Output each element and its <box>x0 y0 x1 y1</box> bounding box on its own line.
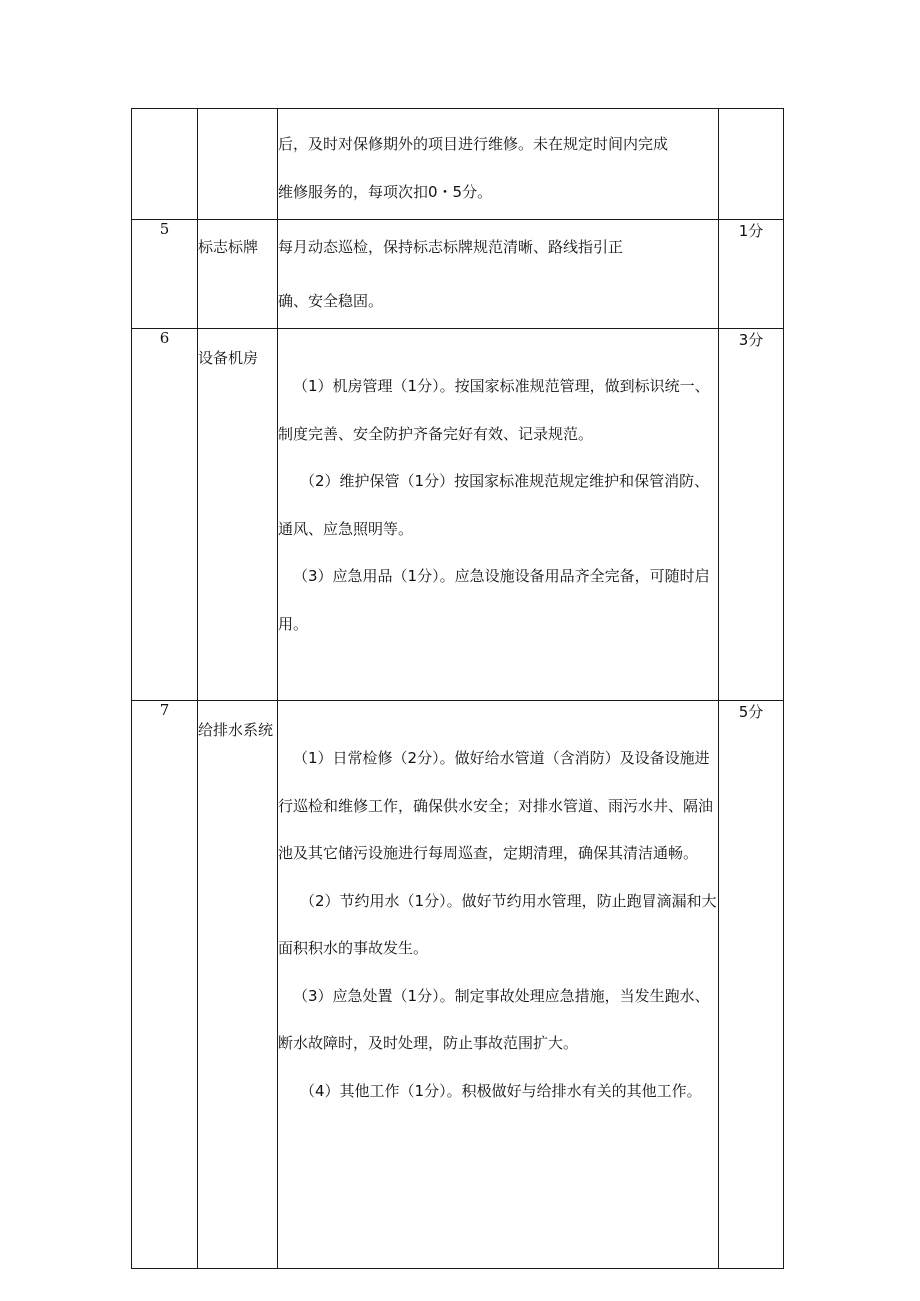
row-number-cell: 5 <box>132 220 198 329</box>
content-paragraph: （3）应急处置（1分）。制定事故处理应急措施，当发生跑水、断水故障时，及时处理，防止事故范围扩大。 <box>278 986 710 1052</box>
table-row-continued <box>132 109 784 220</box>
content-paragraph: （2）维护保管（1分）按国家标准规范规定维护和保管消防、通风、应急照明等。 <box>278 472 710 538</box>
content-line: 后，及时对保修期外的项目进行维修。未在规定时间内完成 <box>278 135 669 153</box>
item-name-cell <box>198 109 278 220</box>
score-cell: 1分 <box>719 220 784 329</box>
content-paragraph: （3）应急用品（1分）。应急设施设备用品齐全完备，可随时启用。 <box>278 567 710 633</box>
content-line: 确、安全稳固。 <box>278 292 384 310</box>
row-number-cell: 6 <box>132 329 198 701</box>
content-paragraph: （1）机房管理（1分）。按国家标准规范管理，做到标识统一、制度完善、安全防护齐备完好有效、记录规范。 <box>278 377 710 443</box>
score-cell <box>719 109 784 220</box>
score-cell: 3分 <box>719 329 784 701</box>
table-row-7 <box>132 701 784 1269</box>
scoring-table <box>131 108 784 1269</box>
content-paragraph: （1）日常检修（2分）。做好给水管道（含消防）及设备设施进行巡检和维修工作，确保供水安全；对排水管道、雨污水井、隔油池及其它储污设施进行每周巡查，定期清理，确保其清洁通畅。 <box>278 749 714 862</box>
content-line: 维修服务的，每项次扣0・5分。 <box>278 182 493 201</box>
row-number-cell <box>132 109 198 220</box>
item-name-cell: 标志标牌 <box>198 220 278 329</box>
score-cell: 5分 <box>719 701 784 1269</box>
table-row-6 <box>132 329 784 701</box>
content-paragraph: （4）其他工作（1分）。积极做好与给排水有关的其他工作。 <box>300 1081 702 1100</box>
content-cell <box>278 701 719 1269</box>
content-cell <box>278 109 719 220</box>
row-number-cell: 7 <box>132 701 198 1269</box>
content-cell <box>278 329 719 701</box>
table-row-5 <box>132 220 784 329</box>
item-name-cell: 给排水系统 <box>198 701 278 1269</box>
item-name-cell: 设备机房 <box>198 329 278 701</box>
content-line: 每月动态巡检，保持标志标牌规范清晰、路线指引正 <box>278 238 624 256</box>
content-cell <box>278 220 719 329</box>
content-paragraph: （2）节约用水（1分）。做好节约用水管理，防止跑冒滴漏和大面积积水的事故发生。 <box>278 891 717 957</box>
